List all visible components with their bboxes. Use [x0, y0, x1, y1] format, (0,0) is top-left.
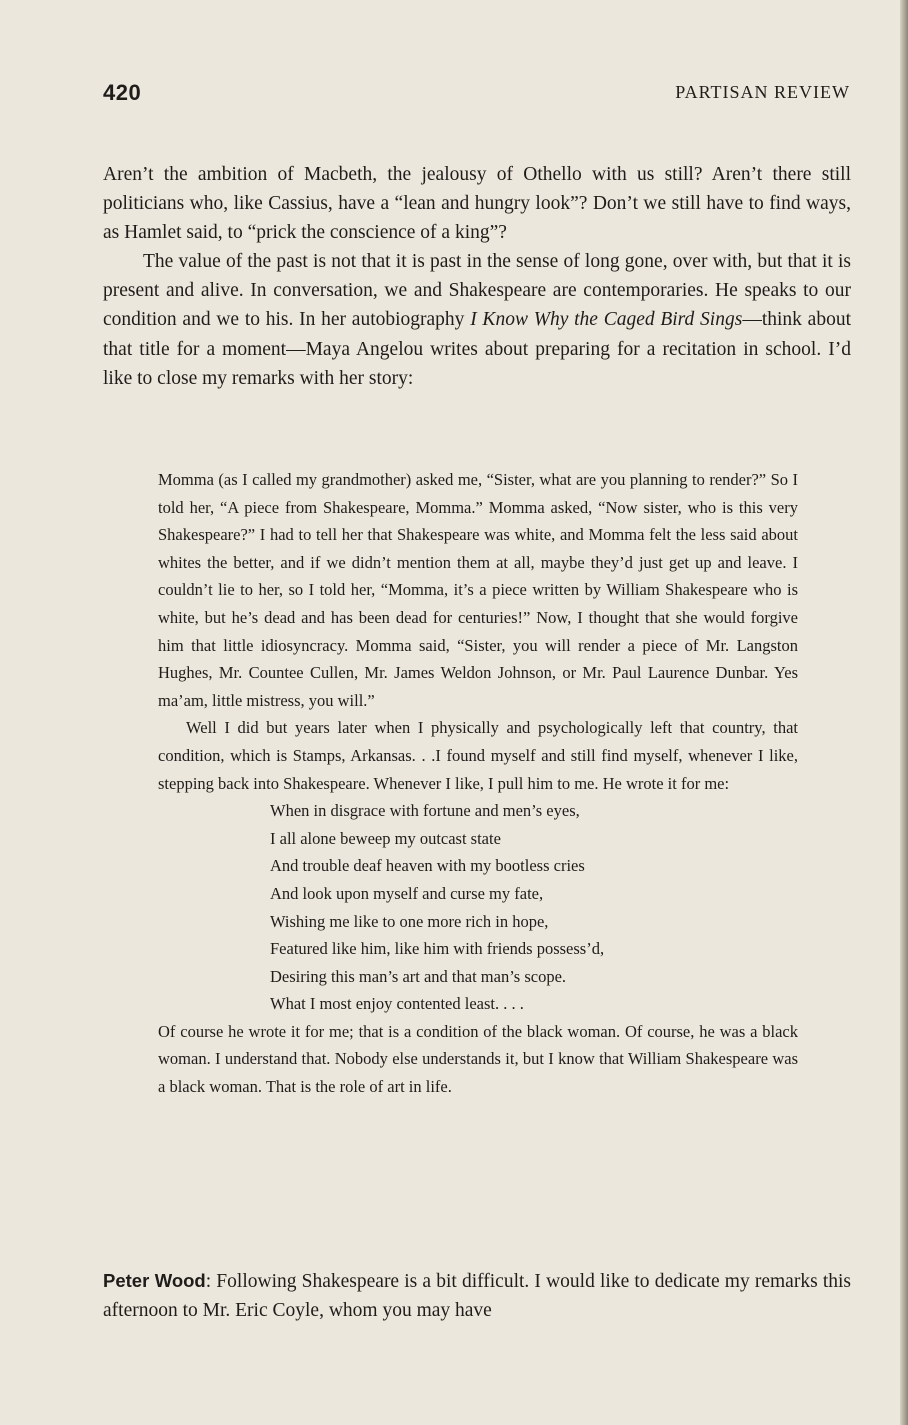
page-header	[103, 80, 850, 110]
quote-paragraph-2: Well I did but years later when I physically and psychologically left that country, that condition, which is Stamps, Arkansas. . .I found myself and still find myself, whenever I like, stepping back into Shakespeare. Whenever I like, I pull him to me. He wrote it for me:	[158, 718, 798, 793]
speaker-name: Peter Wood	[103, 1270, 206, 1291]
poem-line: Featured like him, like him with friends possess’d,	[270, 939, 605, 959]
poem-line: And trouble deaf heaven with my bootless cries	[270, 856, 585, 876]
book-title: I Know Why the Caged Bird Sings	[470, 309, 743, 331]
quote-paragraph-1: Momma (as I called my grandmother) asked me, “Sister, what are you planning to render?” So I told her, “A piece from Shakespeare, Momma.” Momma asked, “Now sister, who is this very Shakespeare?” I had to tell her that Shakespeare was white, and Momma felt the less said about whites the better, and if we didn’t mention them at all, maybe they’d just get up and leave. I couldn’t lie to her, so I told her, “Momma, it’s a piece written by William Shakespeare who is white, but he’s dead and has been dead for centuries!” Now, I thought that she would forgive him that little idiosyncracy. Momma said, “Sister, you will render a piece of Mr. Langston Hughes, Mr. Countee Cullen, Mr. James Weldon Johnson, or Mr. Paul Laurence Dunbar. Yes ma’am, little mistress, you will.”	[158, 470, 798, 710]
running-head: PARTISAN REVIEW	[675, 82, 850, 102]
page-number: 420	[103, 80, 142, 105]
closing-text	[103, 1266, 851, 1325]
quote-paragraph-3: Of course he wrote it for me; that is a condition of the black woman. Of course, he was a black woman. I understand that. Nobody else understands it, but I know that William Shakespeare was a black woman. That is the role of art in life.	[158, 1021, 798, 1097]
main-text	[103, 160, 851, 393]
paragraph-2-start: The value of the past is not that it is past in the sense of long gone, over with, but that it is present and alive. In conversation, we and Shakespeare are contemporaries. He speaks to our condition and we to his. In her autobiography	[103, 251, 851, 331]
sonnet-excerpt	[158, 797, 798, 1018]
speaker-paragraph	[103, 1266, 851, 1325]
paragraph-2	[103, 247, 851, 392]
paragraph-2-end: —think about that title for a moment—Maya Angelou writes about preparing for a recitation in school. I’d like to close my remarks with her story:	[103, 309, 851, 389]
paragraph-1: Aren’t the ambition of Macbeth, the jealousy of Othello with us still? Aren’t there still politicians who, like Cassius, have a “lean and hungry look”? Don’t we still have to find ways, as Hamlet said, to “prick the conscience of a king”?	[103, 164, 851, 244]
poem-line: Desiring this man’s art and that man’s scope.	[270, 966, 567, 986]
page-edge	[900, 0, 908, 1425]
block-quote	[158, 466, 798, 1101]
speaker-text: : Following Shakespeare is a bit difficult. I would like to dedicate my remarks this afternoon to Mr. Eric Coyle, whom you may have	[103, 1271, 851, 1322]
poem-line: I all alone beweep my outcast state	[270, 828, 501, 848]
poem-line: Wishing me like to one more rich in hope,	[270, 911, 549, 931]
poem-line: When in disgrace with fortune and men’s eyes,	[270, 801, 580, 821]
poem-line: What I most enjoy contented least. . . .	[270, 994, 524, 1014]
poem-line: And look upon myself and curse my fate,	[270, 883, 544, 903]
